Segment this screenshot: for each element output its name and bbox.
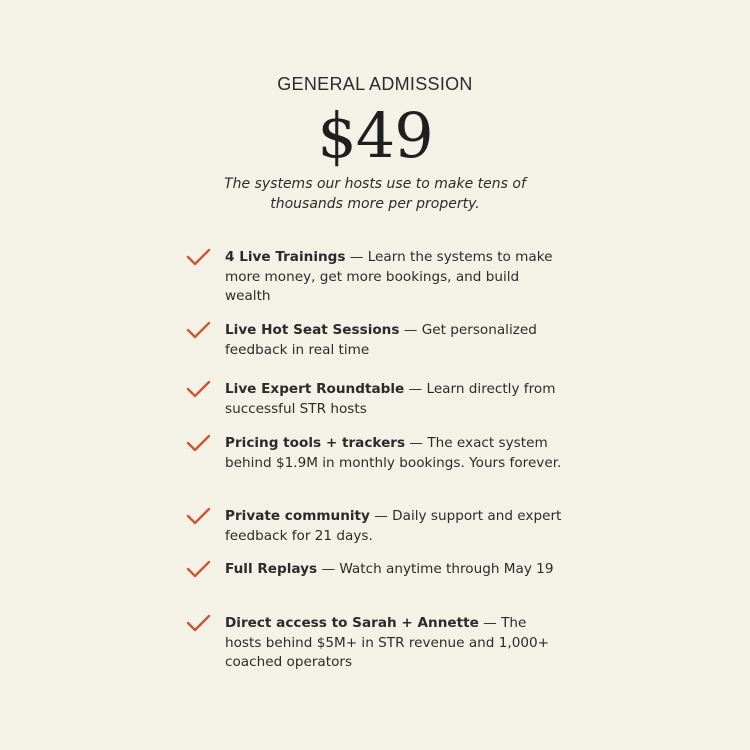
feature-text [225,614,565,673]
subtitle: The systems our hosts use to make tens of thousands more per property. [224,176,526,212]
feature-title: Full Replays [225,561,318,577]
feature-description: — The exact system behind $1.9M in monthly bookings. Yours forever. [225,435,562,471]
feature-text [225,380,565,419]
price: $49 [317,99,433,172]
feature-text [225,321,565,360]
feature-title: Live Hot Seat Sessions [225,322,400,338]
check-icon [186,434,212,454]
check-icon [186,507,212,527]
check-icon [186,321,212,341]
feature-text [225,434,565,473]
feature-description: — The hosts behind $5M+ in STR revenue and 1,000+ coached operators [225,615,550,670]
feature-text [225,507,565,546]
feature-title: Direct access to Sarah + Annette [225,615,479,631]
page-title: GENERAL ADMISSION [277,74,473,94]
check-icon [186,614,212,634]
feature-description: — Learn the systems to make more money, get more bookings, and build wealth [225,249,553,304]
feature-title: Pricing tools + trackers [225,435,406,451]
feature-description: — Get personalized feedback in real time [225,322,537,358]
feature-description: — Learn directly from successful STR hosts [225,381,556,417]
feature-title: Live Expert Roundtable [225,381,405,397]
feature-text [225,248,565,307]
check-icon [186,560,212,580]
feature-text [225,560,565,580]
check-icon [186,248,212,268]
feature-description: — Daily support and expert feedback for 21 days. [225,508,562,544]
check-icon [186,380,212,400]
feature-description: — Watch anytime through May 19 [317,561,554,577]
feature-title: Private community [225,508,370,524]
feature-title: 4 Live Trainings [225,249,346,265]
